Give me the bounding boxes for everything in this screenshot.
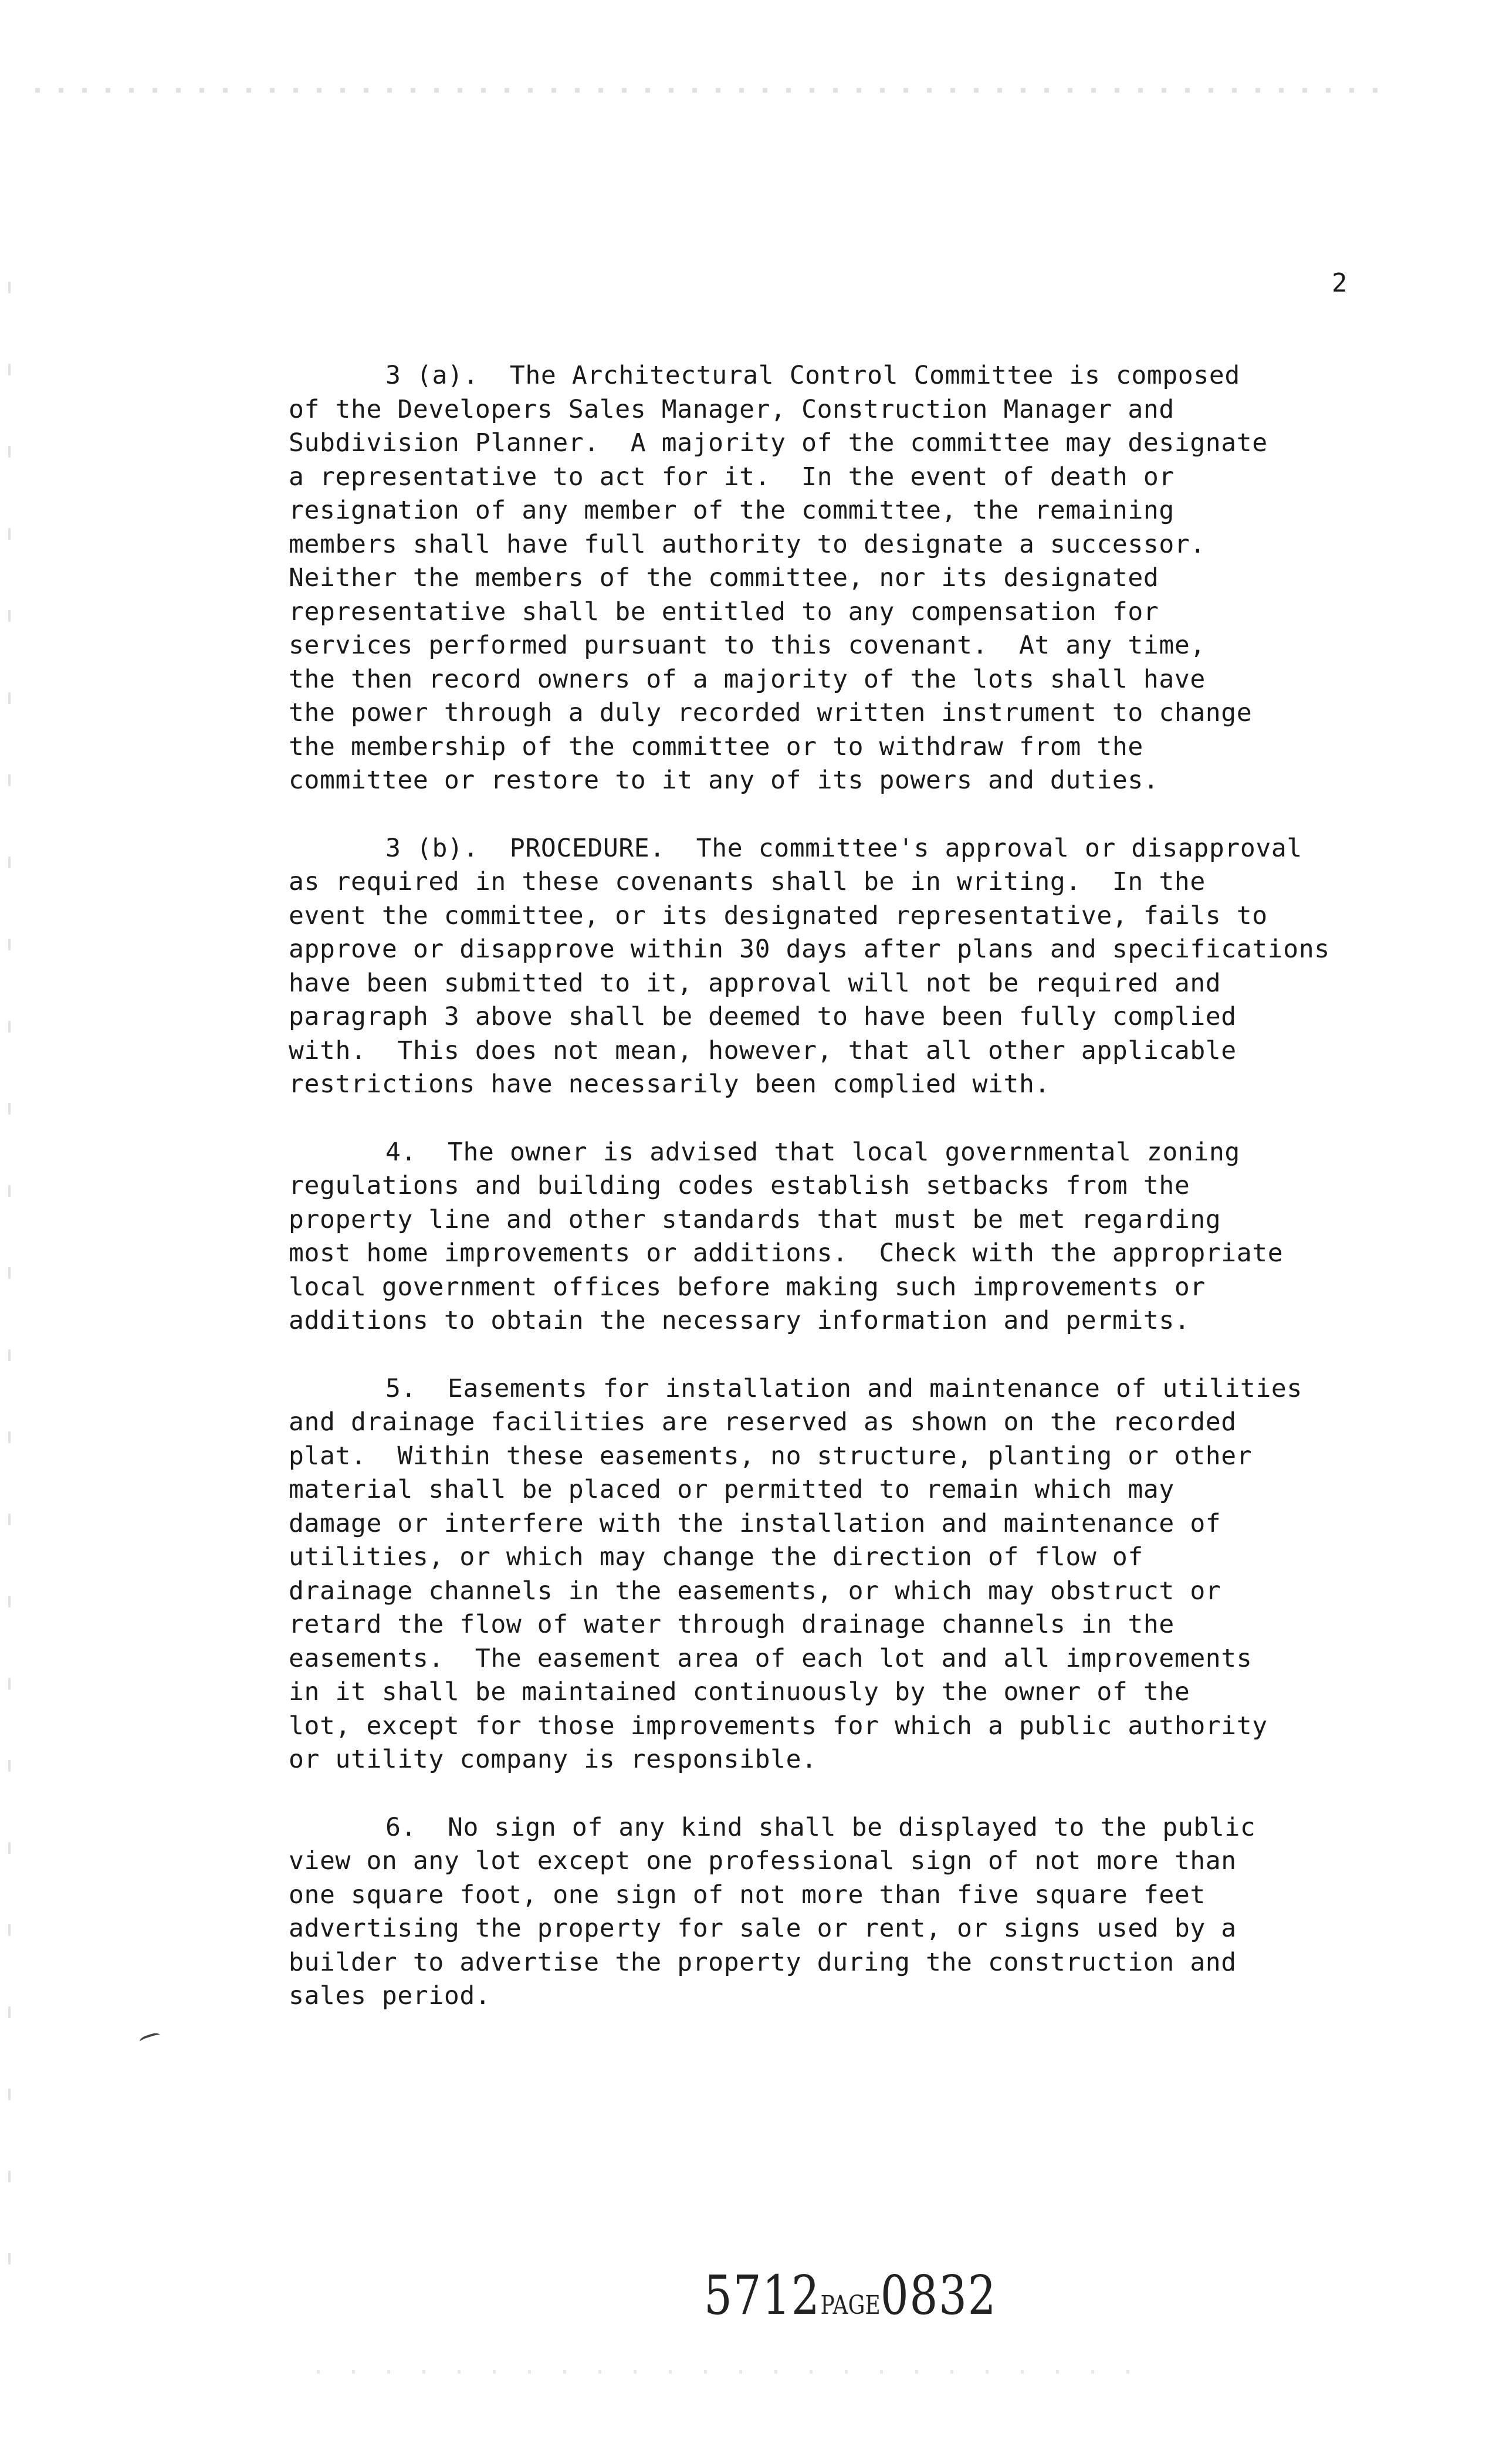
paragraph-line: 6. No sign of any kind shall be displayed to the public [385, 1812, 1256, 1842]
paragraph-line: plat. Within these easements, no structure, planting or other [289, 1441, 1253, 1471]
paragraph-line: have been submitted to it, approval will not be required and [289, 968, 1221, 998]
paragraph-line: a representative to act for it. In the event of death or [289, 462, 1175, 492]
pen-mark [138, 2032, 161, 2047]
stamp-page-label: PAGE [820, 2290, 881, 2320]
paragraph-line: one square foot, one sign of not more than five square feet [289, 1880, 1206, 1910]
paragraph-3a [289, 359, 1462, 798]
paragraph-line: property line and other standards that must be met regarding [289, 1204, 1221, 1234]
paragraph-line: event the committee, or its designated representative, fails to [289, 901, 1268, 930]
paragraph-line: utilities, or which may change the direction of flow of [289, 1542, 1143, 1572]
paragraph-line: sales period. [289, 1981, 491, 2011]
paragraph-line: the then record owners of a majority of the lots shall have [289, 664, 1206, 694]
paragraph-line: resignation of any member of the committee, the remaining [289, 496, 1175, 525]
stamp-book-number: 5712 [704, 2264, 821, 2327]
paragraph-line: local government offices before making such improvements or [289, 1272, 1206, 1302]
paragraph-line: the membership of the committee or to withdraw from the [289, 732, 1143, 761]
stamp-page-number: 0832 [880, 2264, 997, 2327]
scan-artifact-left [8, 282, 11, 2276]
paragraph-line: of the Developers Sales Manager, Construction Manager and [289, 394, 1175, 424]
paragraph-line: with. This does not mean, however, that all other applicable [289, 1035, 1237, 1065]
paragraph-3b [289, 832, 1462, 1102]
paragraph-line: 5. Easements for installation and maintenance of utilities [385, 1373, 1302, 1403]
paragraph-line: damage or interfere with the installation and maintenance of [289, 1508, 1221, 1538]
paragraph-line: in it shall be maintained continuously by the owner of the [289, 1677, 1190, 1707]
paragraph-5 [289, 1372, 1462, 1777]
paragraph-line: drainage channels in the easements, or which may obstruct or [289, 1576, 1221, 1606]
paragraph-line: view on any lot except one professional sign of not more than [289, 1846, 1237, 1876]
paragraph-line: 3 (a). The Architectural Control Committee is composed [385, 361, 1240, 390]
paragraph-line: approve or disapprove within 30 days after plans and specifications [289, 935, 1330, 964]
paragraph-line: builder to advertise the property during the construction and [289, 1947, 1237, 1977]
paragraph-4 [289, 1136, 1462, 1338]
paragraph-line: Neither the members of the committee, nor its designated [289, 563, 1159, 593]
paragraph-line: easements. The easement area of each lot and all improvements [289, 1643, 1253, 1673]
paragraph-line: committee or restore to it any of its powers and duties. [289, 766, 1159, 795]
paragraph-line: 4. The owner is advised that local governmental zoning [385, 1137, 1240, 1167]
paragraph-line: restrictions have necessarily been complied with. [289, 1069, 1050, 1099]
paragraph-line: representative shall be entitled to any compensation for [289, 597, 1159, 627]
paragraph-line: the power through a duly recorded written instrument to change [289, 698, 1253, 727]
scan-artifact-top [35, 88, 1385, 93]
paragraph-6 [289, 1811, 1462, 2013]
paragraph-line: advertising the property for sale or rent, or signs used by a [289, 1914, 1237, 1943]
paragraph-line: most home improvements or additions. Check with the appropriate [289, 1238, 1284, 1268]
paragraph-line: services performed pursuant to this covenant. At any time, [289, 631, 1206, 660]
paragraph-line: members shall have full authority to designate a successor. [289, 529, 1206, 559]
scan-artifact-bottom [317, 2370, 1138, 2374]
paragraph-line: or utility company is responsible. [289, 1745, 817, 1774]
paragraph-line: retard the flow of water through drainage channels in the [289, 1610, 1175, 1639]
paragraph-line: 3 (b). PROCEDURE. The committee's approval or disapproval [385, 833, 1302, 863]
recording-stamp [704, 2263, 997, 2338]
document-body [289, 359, 1462, 2047]
paragraph-line: material shall be placed or permitted to remain which may [289, 1475, 1175, 1504]
paragraph-line: and drainage facilities are reserved as shown on the recorded [289, 1407, 1237, 1437]
paragraph-line: additions to obtain the necessary information and permits. [289, 1306, 1190, 1335]
page-number: 2 [1332, 268, 1348, 298]
paragraph-line: as required in these covenants shall be in writing. In the [289, 867, 1206, 896]
paragraph-line: paragraph 3 above shall be deemed to have been fully complied [289, 1002, 1237, 1031]
paragraph-line: regulations and building codes establish setbacks from the [289, 1171, 1190, 1200]
paragraph-line: Subdivision Planner. A majority of the committee may designate [289, 428, 1268, 458]
paragraph-line: lot, except for those improvements for which a public authority [289, 1711, 1268, 1741]
